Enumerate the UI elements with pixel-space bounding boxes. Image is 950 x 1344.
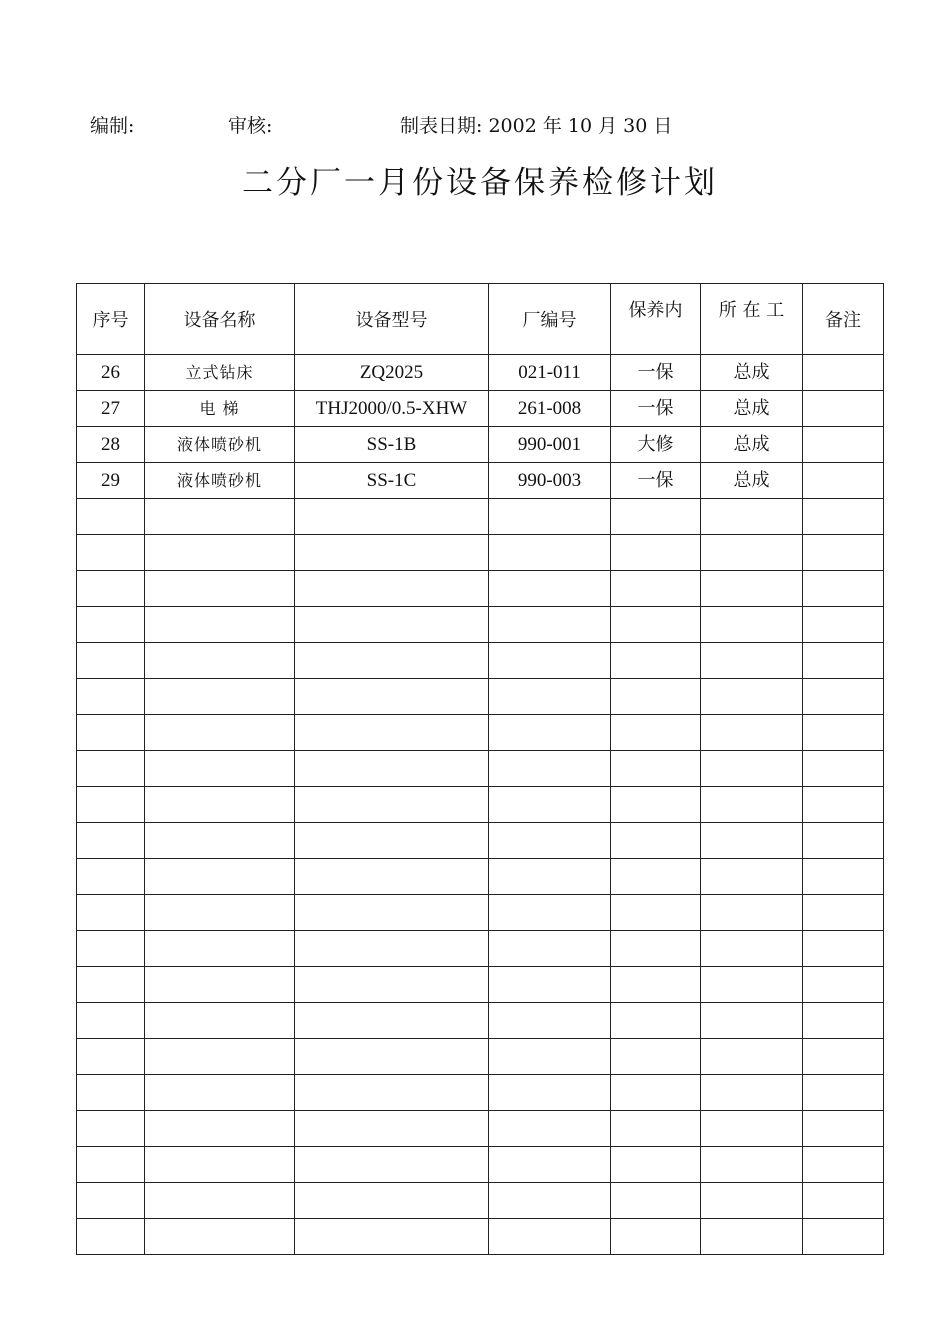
empty-table-row: [77, 823, 884, 859]
empty-cell: [611, 1075, 701, 1111]
empty-cell: [489, 499, 611, 535]
empty-cell: [77, 1003, 145, 1039]
editor-label: 编制:: [90, 115, 135, 137]
empty-table-row: [77, 499, 884, 535]
empty-cell: [701, 1147, 803, 1183]
empty-cell: [611, 1219, 701, 1255]
empty-cell: [701, 679, 803, 715]
empty-cell: [77, 499, 145, 535]
empty-cell: [145, 607, 295, 643]
cell-factory-no: 021-011: [489, 355, 611, 391]
empty-cell: [701, 1075, 803, 1111]
cell-content: 大修: [611, 427, 701, 463]
empty-cell: [489, 1111, 611, 1147]
empty-cell: [803, 1219, 884, 1255]
empty-cell: [145, 751, 295, 787]
empty-cell: [145, 931, 295, 967]
empty-cell: [295, 931, 489, 967]
empty-table-row: [77, 859, 884, 895]
empty-cell: [611, 1039, 701, 1075]
empty-cell: [145, 787, 295, 823]
empty-table-row: [77, 967, 884, 1003]
empty-cell: [295, 751, 489, 787]
empty-cell: [145, 1219, 295, 1255]
empty-cell: [295, 1039, 489, 1075]
cell-factory-no: 990-003: [489, 463, 611, 499]
empty-cell: [803, 679, 884, 715]
empty-cell: [145, 823, 295, 859]
empty-cell: [77, 643, 145, 679]
empty-cell: [145, 1111, 295, 1147]
empty-cell: [803, 823, 884, 859]
empty-cell: [295, 1183, 489, 1219]
empty-cell: [803, 1183, 884, 1219]
empty-cell: [489, 895, 611, 931]
empty-cell: [295, 895, 489, 931]
empty-cell: [611, 787, 701, 823]
empty-cell: [611, 859, 701, 895]
empty-cell: [145, 1183, 295, 1219]
page-title: 二分厂一月份设备保养检修计划: [242, 165, 718, 201]
cell-seq: 27: [77, 391, 145, 427]
empty-cell: [77, 967, 145, 1003]
empty-cell: [145, 1147, 295, 1183]
empty-table-row: [77, 751, 884, 787]
empty-cell: [489, 607, 611, 643]
empty-cell: [803, 1075, 884, 1111]
empty-table-row: [77, 1075, 884, 1111]
empty-table-row: [77, 1219, 884, 1255]
empty-cell: [295, 1003, 489, 1039]
empty-table-row: [77, 535, 884, 571]
empty-cell: [295, 499, 489, 535]
column-header-remark: 备注: [803, 284, 884, 355]
empty-cell: [489, 931, 611, 967]
empty-cell: [489, 715, 611, 751]
empty-cell: [489, 751, 611, 787]
cell-seq: 29: [77, 463, 145, 499]
empty-cell: [489, 571, 611, 607]
empty-cell: [701, 715, 803, 751]
empty-table-row: [77, 679, 884, 715]
empty-cell: [701, 535, 803, 571]
table-row: [77, 355, 884, 391]
empty-cell: [145, 1003, 295, 1039]
cell-location: 总成: [701, 427, 803, 463]
empty-cell: [77, 679, 145, 715]
maintenance-plan-table: [76, 283, 884, 1255]
empty-cell: [701, 751, 803, 787]
column-header-model: 设备型号: [295, 284, 489, 355]
empty-cell: [803, 787, 884, 823]
date-label: 制表日期: 2002 年 10 月 30 日: [400, 115, 673, 137]
empty-cell: [295, 859, 489, 895]
document-meta: [90, 112, 890, 140]
empty-cell: [295, 535, 489, 571]
empty-cell: [77, 571, 145, 607]
empty-cell: [489, 787, 611, 823]
empty-cell: [701, 787, 803, 823]
empty-table-row: [77, 607, 884, 643]
empty-cell: [295, 715, 489, 751]
empty-cell: [145, 715, 295, 751]
column-header-seq: 序号: [77, 284, 145, 355]
empty-cell: [803, 499, 884, 535]
empty-cell: [803, 1003, 884, 1039]
empty-cell: [611, 679, 701, 715]
empty-cell: [489, 859, 611, 895]
empty-cell: [77, 1111, 145, 1147]
empty-cell: [803, 607, 884, 643]
empty-cell: [489, 1075, 611, 1111]
empty-cell: [701, 967, 803, 1003]
cell-model: SS-1B: [295, 427, 489, 463]
empty-cell: [77, 607, 145, 643]
empty-cell: [77, 1183, 145, 1219]
empty-cell: [295, 1111, 489, 1147]
table-body: [77, 355, 884, 1255]
empty-cell: [611, 1183, 701, 1219]
cell-seq: 26: [77, 355, 145, 391]
empty-cell: [701, 823, 803, 859]
empty-cell: [77, 751, 145, 787]
cell-name: 立式钻床: [145, 355, 295, 391]
column-header-location: 所 在 工: [701, 284, 803, 355]
empty-table-row: [77, 1039, 884, 1075]
cell-content: 一保: [611, 463, 701, 499]
empty-cell: [611, 1147, 701, 1183]
empty-cell: [77, 859, 145, 895]
empty-cell: [803, 1111, 884, 1147]
cell-factory-no: 261-008: [489, 391, 611, 427]
empty-cell: [77, 535, 145, 571]
cell-seq: 28: [77, 427, 145, 463]
cell-name: 液体喷砂机: [145, 463, 295, 499]
empty-cell: [489, 1219, 611, 1255]
empty-cell: [803, 1039, 884, 1075]
empty-cell: [145, 859, 295, 895]
empty-cell: [77, 1147, 145, 1183]
empty-cell: [489, 1183, 611, 1219]
column-header-content: 保养内: [611, 284, 701, 355]
empty-cell: [803, 715, 884, 751]
empty-cell: [77, 931, 145, 967]
cell-remark: [803, 355, 884, 391]
empty-cell: [611, 1003, 701, 1039]
empty-cell: [295, 1075, 489, 1111]
cell-location: 总成: [701, 391, 803, 427]
column-header-name: 设备名称: [145, 284, 295, 355]
empty-cell: [295, 571, 489, 607]
cell-location: 总成: [701, 463, 803, 499]
empty-cell: [295, 823, 489, 859]
empty-cell: [701, 571, 803, 607]
empty-cell: [77, 715, 145, 751]
reviewer-label: 审核:: [228, 115, 273, 137]
empty-cell: [489, 1147, 611, 1183]
empty-cell: [295, 643, 489, 679]
empty-cell: [701, 1039, 803, 1075]
empty-cell: [701, 859, 803, 895]
empty-table-row: [77, 1147, 884, 1183]
empty-cell: [701, 895, 803, 931]
empty-cell: [611, 643, 701, 679]
empty-cell: [145, 499, 295, 535]
cell-name: 液体喷砂机: [145, 427, 295, 463]
empty-cell: [611, 967, 701, 1003]
empty-cell: [145, 967, 295, 1003]
empty-cell: [611, 607, 701, 643]
empty-cell: [611, 1111, 701, 1147]
empty-table-row: [77, 895, 884, 931]
table-header-row: [77, 284, 884, 355]
empty-cell: [701, 499, 803, 535]
empty-table-row: [77, 931, 884, 967]
empty-cell: [295, 1147, 489, 1183]
empty-cell: [803, 967, 884, 1003]
empty-cell: [489, 967, 611, 1003]
empty-cell: [611, 751, 701, 787]
empty-cell: [611, 715, 701, 751]
empty-cell: [145, 535, 295, 571]
empty-cell: [489, 823, 611, 859]
table-row: [77, 427, 884, 463]
empty-cell: [701, 607, 803, 643]
empty-cell: [803, 1147, 884, 1183]
column-header-factory-no: 厂编号: [489, 284, 611, 355]
empty-cell: [611, 931, 701, 967]
empty-cell: [803, 643, 884, 679]
empty-cell: [701, 931, 803, 967]
empty-cell: [295, 1219, 489, 1255]
empty-cell: [145, 643, 295, 679]
empty-cell: [145, 679, 295, 715]
empty-table-row: [77, 787, 884, 823]
cell-model: ZQ2025: [295, 355, 489, 391]
empty-cell: [77, 1039, 145, 1075]
empty-cell: [295, 967, 489, 1003]
empty-cell: [145, 1075, 295, 1111]
empty-cell: [145, 1039, 295, 1075]
empty-table-row: [77, 643, 884, 679]
cell-model: SS-1C: [295, 463, 489, 499]
cell-factory-no: 990-001: [489, 427, 611, 463]
cell-content: 一保: [611, 355, 701, 391]
empty-cell: [803, 859, 884, 895]
empty-cell: [803, 931, 884, 967]
empty-cell: [611, 571, 701, 607]
table-row: [77, 391, 884, 427]
empty-cell: [701, 1219, 803, 1255]
empty-table-row: [77, 1111, 884, 1147]
empty-cell: [489, 535, 611, 571]
empty-cell: [803, 535, 884, 571]
empty-table-row: [77, 1183, 884, 1219]
empty-cell: [77, 823, 145, 859]
empty-cell: [701, 1183, 803, 1219]
empty-cell: [145, 571, 295, 607]
empty-cell: [295, 787, 489, 823]
cell-model: THJ2000/0.5-XHW: [295, 391, 489, 427]
empty-cell: [611, 535, 701, 571]
empty-cell: [77, 1219, 145, 1255]
cell-remark: [803, 463, 884, 499]
empty-cell: [803, 751, 884, 787]
cell-remark: [803, 391, 884, 427]
empty-cell: [295, 679, 489, 715]
empty-cell: [489, 1003, 611, 1039]
empty-table-row: [77, 571, 884, 607]
cell-location: 总成: [701, 355, 803, 391]
empty-cell: [611, 823, 701, 859]
cell-remark: [803, 427, 884, 463]
empty-cell: [803, 895, 884, 931]
cell-name: 电 梯: [145, 391, 295, 427]
empty-cell: [489, 679, 611, 715]
empty-cell: [611, 499, 701, 535]
empty-cell: [701, 1111, 803, 1147]
empty-cell: [77, 895, 145, 931]
empty-cell: [489, 643, 611, 679]
empty-cell: [701, 643, 803, 679]
empty-cell: [701, 1003, 803, 1039]
empty-cell: [295, 607, 489, 643]
empty-cell: [77, 1075, 145, 1111]
empty-cell: [489, 1039, 611, 1075]
empty-cell: [145, 895, 295, 931]
table-row: [77, 463, 884, 499]
empty-cell: [611, 895, 701, 931]
empty-table-row: [77, 1003, 884, 1039]
empty-cell: [77, 787, 145, 823]
empty-cell: [803, 571, 884, 607]
empty-table-row: [77, 715, 884, 751]
cell-content: 一保: [611, 391, 701, 427]
